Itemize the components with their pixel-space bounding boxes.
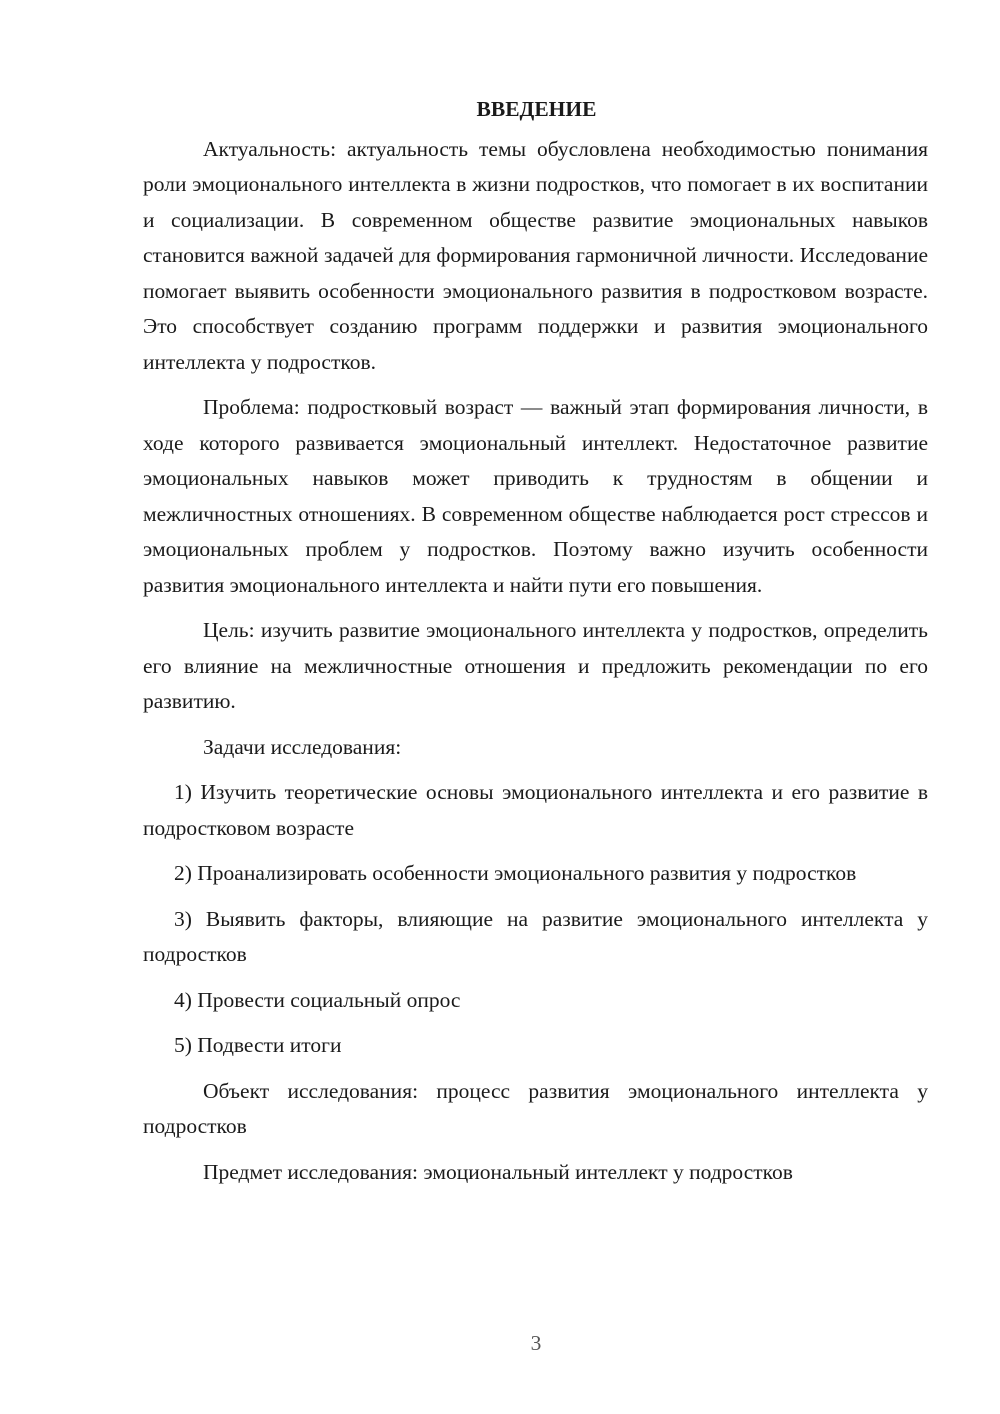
page-number: 3 [530, 1331, 542, 1355]
paragraph-subject: Предмет исследования: эмоциональный интеллект у подростков [203, 1159, 793, 1184]
task-item-1: 1) Изучить теоретические основы эмоционального интеллекта и его развитие в подростковом возрасте [143, 780, 928, 840]
task-item-5: 5) Подвести итоги [174, 1033, 342, 1057]
document-title: ВВЕДЕНИЕ [476, 97, 597, 121]
paragraph-relevance: Актуальность: актуальность темы обусловлена необходимостью понимания роли эмоционального интеллекта в жизни подростков, что помогает в их воспитании и социализации. В современном обществе развитие эмоциональных навыков становится важной задачей для формирования гармоничной личности. Исследование помогает выявить особенности эмоционального развития в подростковом возрасте. Это способствует созданию программ поддержки и развития эмоционального интеллекта у подростков. [143, 136, 928, 374]
task-item-2: 2) Проанализировать особенности эмоционального развития у подростков [174, 861, 857, 885]
tasks-heading: Задачи исследования: [203, 734, 402, 759]
task-item-4: 4) Провести социальный опрос [174, 987, 461, 1012]
paragraph-object: Объект исследования: процесс развития эмоционального интеллекта у подростков [143, 1078, 928, 1138]
document-page [143, 92, 928, 1200]
paragraph-problem: Проблема: подростковый возраст — важный этап формирования личности, в ходе которого развивается эмоциональный интеллект. Недостаточное развитие эмоциональных навыков может приводить к трудностям в общении и межличностных отношениях. В современном обществе наблюдается рост стрессов и эмоциональных проблем у подростков. Поэтому важно изучить особенности развития эмоционального интеллекта и найти пути его повышения. [143, 395, 928, 597]
task-item-3: 3) Выявить факторы, влияющие на развитие эмоционального интеллекта у подростков [143, 906, 928, 966]
paragraph-goal: Цель: изучить развитие эмоционального интеллекта у подростков, определить его влияние на межличностные отношения и предложить рекомендации по его развитию. [143, 618, 928, 713]
